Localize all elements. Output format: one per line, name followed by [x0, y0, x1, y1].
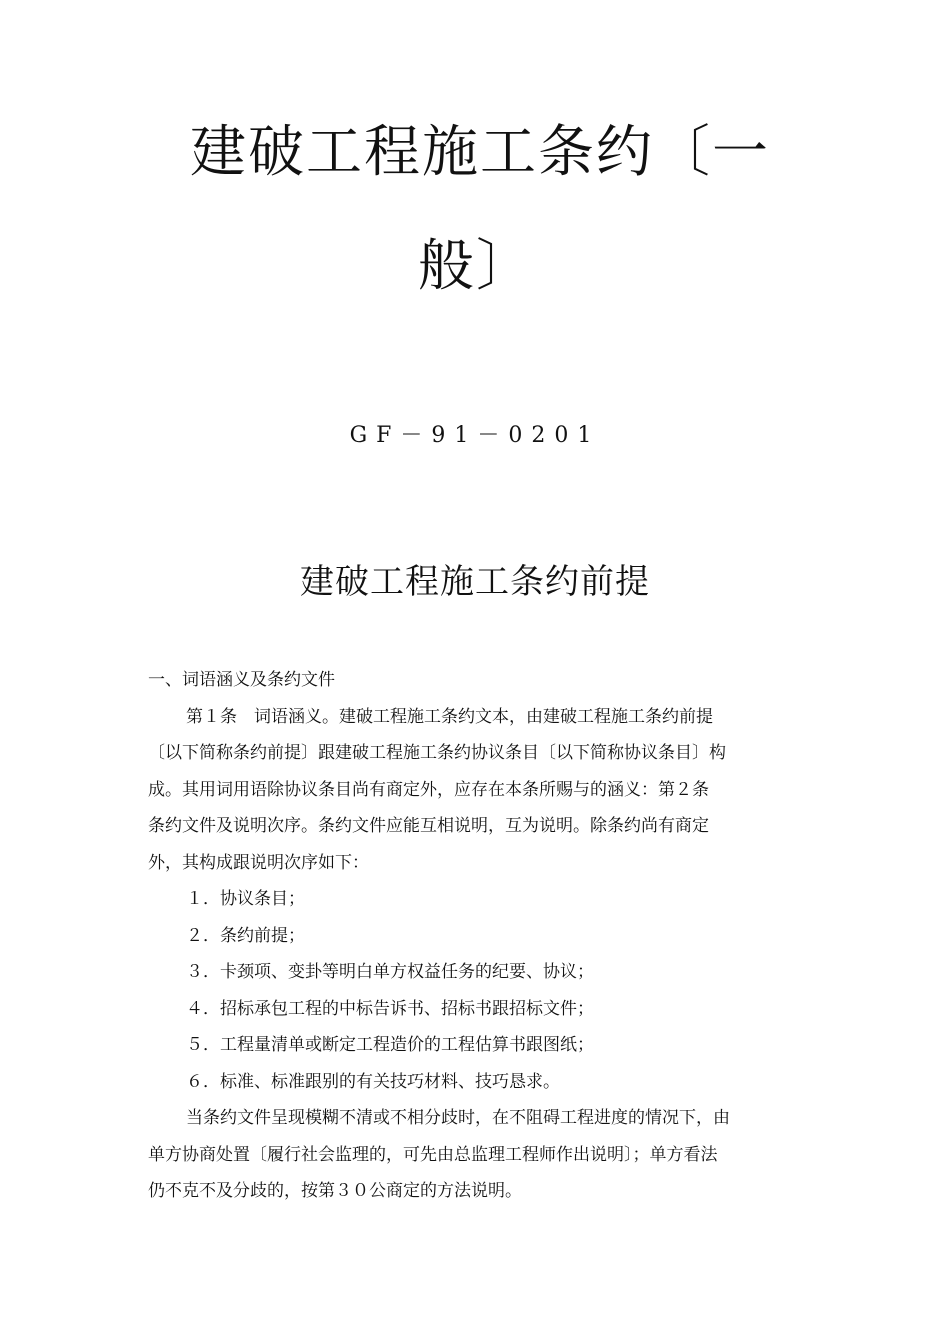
document-subtitle: 建破工程施工条约前提: [300, 562, 650, 602]
paragraph-line: 〔以下简称条约前提〕跟建破工程施工条约协议条目〔以下简称协议条目〕构: [148, 743, 726, 763]
document-title-line-1: 建破工程施工条约〔一: [190, 120, 770, 185]
paragraph-line: 第１条 词语涵义。建破工程施工条约文本，由建破工程施工条约前提: [186, 706, 713, 727]
document-code: GF－91－0201: [349, 423, 601, 448]
paragraph-line: 仍不克不及分歧的，按第３０公商定的方法说明。: [148, 1181, 522, 1201]
paragraph-line: 当条约文件呈现模糊不清或不相分歧时，在不阻碍工程进度的情况下，由: [186, 1108, 730, 1128]
paragraph-line: 外，其构成跟说明次序如下：: [148, 852, 369, 873]
list-item: １．协议条目；: [186, 889, 305, 909]
list-item: ３．卡颈项、变卦等明白单方权益任务的纪要、协议；: [186, 962, 594, 982]
paragraph-line: 成。其用词用语除协议条目尚有商定外，应存在本条所赐与的涵义：第２条: [148, 779, 709, 800]
paragraph-line: 条约文件及说明次序。条约文件应能互相说明，互为说明。除条约尚有商定: [148, 816, 709, 836]
list-item: ５．工程量清单或断定工程造价的工程估算书跟图纸；: [186, 1035, 594, 1055]
document-title-line-2: 般〕: [418, 234, 534, 299]
list-item: ４．招标承包工程的中标告诉书、招标书跟招标文件；: [186, 998, 594, 1019]
section-heading: 一、词语涵义及条约文件: [148, 670, 335, 690]
list-item: ６．标准、标准跟别的有关技巧材料、技巧恳求。: [186, 1071, 560, 1092]
document-body: [148, 662, 802, 1210]
list-item: ２．条约前提；: [186, 925, 305, 946]
paragraph-line: 单方协商处置〔履行社会监理的，可先由总监理工程师作出说明〕；单方看法: [148, 1144, 718, 1165]
